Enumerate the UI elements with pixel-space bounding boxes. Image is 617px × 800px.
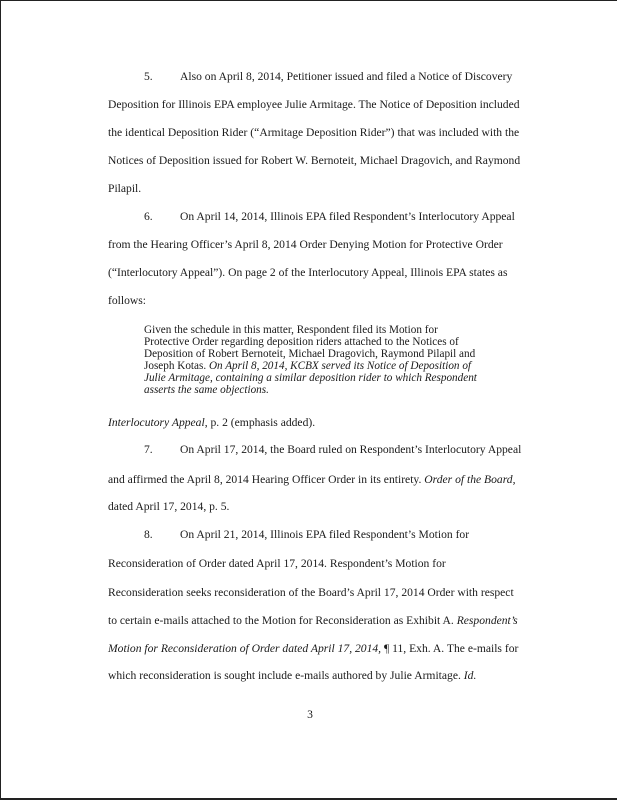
- scan-edge-left: [0, 0, 1, 800]
- paragraph-line: Reconsideration of Order dated April 17, 2014. Respondent’s Motion for: [108, 557, 446, 570]
- quote-line: [144, 373, 524, 385]
- paragraph-line: the identical Deposition Rider (“Armitage Deposition Rider”) that was included with the: [108, 126, 520, 139]
- paragraph-line: Reconsideration seeks reconsideration of the Board’s April 17, 2014 Order with respect: [108, 586, 514, 599]
- scan-edge-top: [0, 0, 617, 1]
- paragraph-line: (“Interlocutory Appeal”). On page 2 of the Interlocutory Appeal, Illinois EPA states as: [108, 266, 508, 279]
- citation-text: , p. 2 (emphasis added).: [204, 416, 316, 429]
- quote-emphasis: On April 8, 2014, KCBX served its Notice of Deposition of: [208, 360, 472, 372]
- quote-emphasis: asserts the same objections.: [144, 384, 269, 396]
- paragraph-line: [108, 669, 538, 683]
- paragraph-line: On April 17, 2014, the Board ruled on Respondent’s Interlocutory Appeal: [180, 443, 522, 456]
- citation-title: Order of the Board,: [424, 473, 516, 486]
- quote-line: [144, 385, 524, 397]
- quote-emphasis: Julie Armitage, containing a similar deposition rider to which Respondent: [144, 372, 477, 384]
- paragraph-text: to certain e-mails attached to the Motion for Reconsideration as Exhibit A.: [108, 614, 457, 627]
- paragraph-line: from the Hearing Officer’s April 8, 2014 Order Denying Motion for Protective Order: [108, 238, 503, 251]
- paragraph-line: [108, 642, 538, 656]
- page-number: 3: [307, 708, 313, 721]
- citation-title: Respondent’s: [456, 614, 518, 627]
- paragraph-line: Notices of Deposition issued for Robert W. Bernoteit, Michael Dragovich, and Raymond: [108, 154, 521, 167]
- citation-title: Motion for Reconsideration of Order dated April 17, 2014,: [108, 642, 382, 655]
- paragraph-line: [108, 614, 538, 628]
- quote-line: [144, 361, 524, 373]
- paragraph-text: which reconsideration is sought include e-mails authored by Julie Armitage.: [108, 669, 464, 682]
- citation-title: Id.: [463, 669, 477, 682]
- paragraph-line: On April 21, 2014, Illinois EPA filed Respondent’s Motion for: [180, 528, 470, 541]
- paragraph-line: dated April 17, 2014, p. 5.: [108, 500, 230, 513]
- quote-line: Given the schedule in this matter, Respondent filed its Motion for: [144, 324, 438, 336]
- paragraph-text: ¶ 11, Exh. A. The e-mails for: [381, 642, 519, 655]
- paragraph-text: and affirmed the April 8, 2014 Hearing Officer Order in its entirety.: [108, 473, 425, 486]
- quote-citation: [108, 416, 538, 430]
- paragraph-line: Deposition for Illinois EPA employee Julie Armitage. The Notice of Deposition included: [108, 98, 520, 111]
- paragraph-line: Also on April 8, 2014, Petitioner issued and filed a Notice of Discovery: [180, 70, 513, 83]
- citation-title: Interlocutory Appeal: [108, 416, 205, 429]
- paragraph-number: 6.: [144, 210, 153, 223]
- quote-text: Joseph Kotas.: [144, 360, 209, 372]
- paragraph-line: follows:: [108, 294, 147, 307]
- paragraph-line: [108, 473, 538, 487]
- paragraph-number: 8.: [144, 528, 153, 541]
- paragraph-line: On April 14, 2014, Illinois EPA filed Respondent’s Interlocutory Appeal: [180, 210, 515, 223]
- paragraph-number: 5.: [144, 70, 153, 83]
- quote-line: Deposition of Robert Bernoteit, Michael Dragovich, Raymond Pilapil and: [144, 348, 476, 360]
- paragraph-line: Pilapil.: [108, 182, 142, 195]
- quote-line: Protective Order regarding deposition riders attached to the Notices of: [144, 336, 459, 348]
- paragraph-number: 7.: [144, 443, 153, 456]
